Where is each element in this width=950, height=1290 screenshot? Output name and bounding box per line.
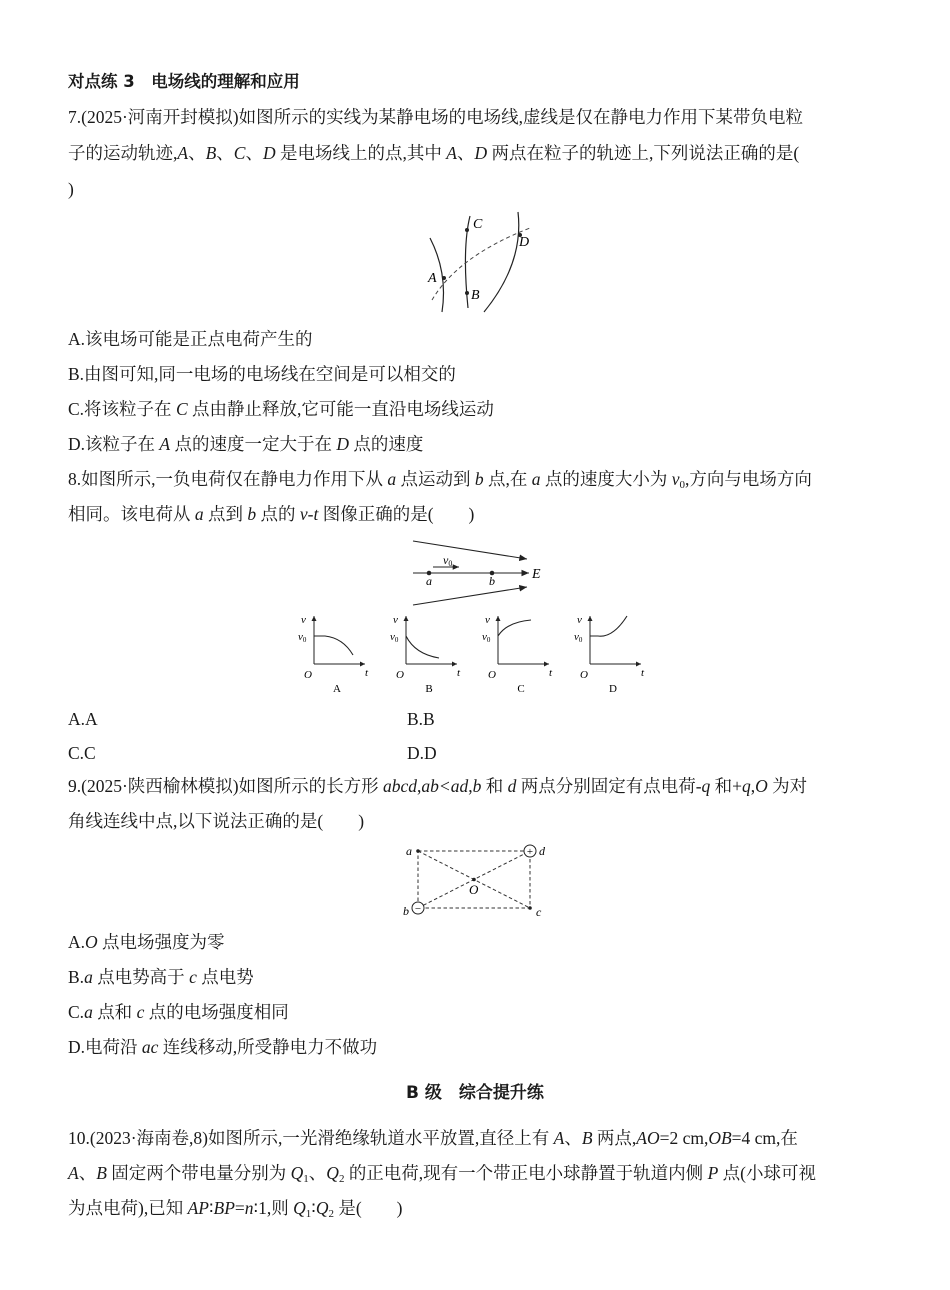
q8-option-c-text: C.C	[68, 743, 96, 763]
vt-curve	[498, 620, 531, 636]
label-v0: v0	[443, 553, 453, 568]
axis-t-label: t	[549, 667, 553, 679]
q9-text: ,	[750, 776, 756, 796]
q8-field-figure	[405, 535, 555, 607]
trajectory-dashed	[432, 228, 530, 300]
label-D: D	[519, 235, 530, 250]
q7-option-d-text: D.该粒子在	[68, 434, 160, 454]
q10-var: A	[553, 1128, 565, 1148]
graph-caption: D	[609, 683, 617, 695]
q8-var: b	[474, 469, 484, 489]
label-C: C	[473, 217, 483, 232]
q10-var: n	[244, 1198, 254, 1218]
q9-option-a-text: A.	[68, 932, 86, 952]
q9-option-c-text: 点和	[92, 1002, 137, 1022]
q8-text: 点到	[203, 504, 248, 524]
axis-v-label: v	[577, 614, 582, 626]
q9-var: O	[755, 776, 768, 796]
q10-text: 、	[564, 1128, 582, 1148]
q10-text: 、	[308, 1163, 327, 1183]
q9-text: ,	[468, 776, 473, 796]
q10-subscript: 1	[305, 1208, 312, 1220]
q10-text: 的正电荷,现有一个带正电小球静置于轨道内侧	[344, 1163, 708, 1183]
label-a: a	[426, 574, 432, 588]
axis-v-label: v	[485, 614, 490, 626]
q9-text: 两点分别固定有点电荷-	[516, 776, 702, 796]
q7-text: 两点在粒子的轨迹上,下列说法正确的是(	[487, 143, 800, 163]
q10-text: ∶	[311, 1198, 316, 1218]
point-c-dot	[528, 906, 532, 910]
q7-stem-line-3	[68, 177, 888, 201]
q7-var: C	[175, 399, 188, 419]
q9-var: q	[701, 776, 711, 796]
label-c: c	[536, 905, 542, 919]
q7-text: 、	[216, 143, 234, 163]
q10-var: B	[96, 1163, 107, 1183]
q7-option-c-text: C.将该粒子在	[68, 399, 176, 419]
q9-stem-line-2	[68, 809, 888, 833]
q9-option-d-text: 连线移动,所受静电力不做功	[158, 1037, 378, 1057]
q10-stem-line-2	[68, 1161, 888, 1185]
q7-text: 、	[188, 143, 206, 163]
graph-d	[574, 614, 645, 695]
label-A: A	[428, 271, 437, 286]
q9-var: b	[472, 776, 482, 796]
q7-option-c[interactable]	[68, 397, 888, 421]
q10-text: ∶	[253, 1198, 259, 1218]
q8-vt-graphs	[295, 612, 655, 698]
graph-c	[482, 614, 553, 695]
q10-text: =	[234, 1198, 245, 1218]
label-b: b	[403, 904, 409, 918]
graph-caption: A	[333, 683, 341, 695]
q7-text: 、	[245, 143, 263, 163]
q8-option-b[interactable]	[407, 707, 435, 731]
q10-var: OB	[708, 1128, 732, 1148]
label-b: b	[489, 574, 495, 588]
q9-option-b-text: 点电势	[196, 967, 254, 987]
q7-var: C	[233, 143, 246, 163]
q9-option-b-text: B.	[68, 967, 85, 987]
q8-text: 点的速度大小为	[540, 469, 672, 489]
level-b-heading	[0, 1081, 950, 1105]
q9-rectangle-figure	[400, 840, 550, 922]
q9-var: q	[742, 776, 751, 796]
label-O: O	[469, 882, 479, 897]
q10-var: Q	[315, 1198, 329, 1218]
q9-option-b-text: 点电势高于	[92, 967, 190, 987]
q8-option-b-text: B.B	[407, 709, 435, 729]
q9-var: ac	[141, 1037, 159, 1057]
section-heading-text: 对点练 3 电场线的理解和应用	[68, 72, 300, 91]
axis-v-label: v	[393, 614, 398, 626]
q10-text: 为点电荷),已知	[68, 1198, 188, 1218]
q8-option-a-text: A.A	[68, 709, 98, 729]
point-O-dot	[472, 878, 476, 882]
q9-var: O	[85, 932, 98, 952]
q9-var: abcd	[382, 776, 418, 796]
q9-option-a-text: 点电场强度为零	[97, 932, 225, 952]
q10-var: Q	[290, 1163, 304, 1183]
q10-subscript: 2	[338, 1173, 345, 1185]
q7-var: D	[336, 434, 349, 454]
field-line-top	[413, 541, 527, 559]
q10-var: BP	[213, 1198, 235, 1218]
q10-var: Q	[293, 1198, 306, 1218]
q10-text: =2 cm,	[659, 1128, 709, 1148]
q8-option-c[interactable]	[68, 741, 96, 765]
axis-t-label: t	[365, 667, 369, 679]
q7-option-a-text: A.该电场可能是正点电荷产生的	[68, 329, 313, 349]
q8-subscript: 0	[679, 479, 686, 491]
vt-curve	[314, 636, 353, 655]
q7-option-d-text: 点的速度	[348, 434, 424, 454]
q8-var: a	[194, 504, 204, 524]
origin-label: O	[396, 669, 404, 681]
q10-text: =4 cm,在	[731, 1128, 798, 1148]
q10-var: AO	[636, 1128, 660, 1148]
v0-label: v0	[390, 631, 399, 644]
label-B: B	[471, 288, 480, 303]
q9-option-d-text: D.电荷沿	[68, 1037, 142, 1057]
q8-stem-line-2	[68, 502, 888, 526]
q10-var: A	[68, 1163, 79, 1183]
label-d: d	[539, 844, 545, 858]
q9-text: 和+	[710, 776, 743, 796]
graph-b	[390, 614, 461, 695]
q7-text: 是电场线上的点,其中	[275, 143, 447, 163]
q9-text: 和	[481, 776, 508, 796]
origin-label: O	[304, 669, 312, 681]
label-E: E	[532, 567, 541, 582]
origin-label: O	[488, 669, 496, 681]
q7-var: B	[205, 143, 217, 163]
q7-option-c-text: 点由静止释放,它可能一直沿电场线运动	[187, 399, 494, 419]
q8-var: a	[387, 469, 397, 489]
q8-text: 相同。该电荷从	[68, 504, 195, 524]
q8-text: 8.如图所示,一负电荷仅在静电力作用下从	[68, 469, 388, 489]
q9-option-d[interactable]	[68, 1035, 888, 1059]
q10-var: B	[581, 1128, 593, 1148]
q9-text: 为对	[767, 776, 808, 796]
q8-var: a	[531, 469, 541, 489]
v0-label: v0	[298, 631, 307, 644]
point-a-dot	[416, 849, 420, 853]
q7-field-lines-figure	[418, 208, 548, 318]
q9-var: a	[84, 967, 93, 987]
q9-var: c	[189, 967, 197, 987]
point-C-dot	[465, 228, 469, 232]
q10-stem-line-3	[68, 1196, 888, 1220]
q9-text: ,	[417, 776, 422, 796]
q8-option-d-text: D.D	[407, 743, 437, 763]
section-heading	[68, 70, 888, 94]
q9-stem-line-1	[68, 774, 888, 798]
plus-sign: +	[526, 846, 534, 858]
q10-text: ∶	[208, 1198, 214, 1218]
q8-text: 点,在	[483, 469, 532, 489]
vt-curve	[590, 616, 627, 636]
q10-text: 点(小球可视	[718, 1163, 816, 1183]
q10-text: 10.(2023·海南卷,8)如图所示,一光滑绝缘轨道水平放置,直径上有	[68, 1128, 554, 1148]
q7-option-a[interactable]	[68, 327, 888, 351]
q10-subscript: 2	[328, 1208, 334, 1220]
q8-var: v-t	[299, 504, 319, 524]
q8-text: 点的	[256, 504, 300, 524]
v0-label: v0	[574, 631, 583, 644]
axis-v-label: v	[301, 614, 306, 626]
level-b-title: B 级 综合提升练	[406, 1083, 544, 1103]
v0-label: v0	[482, 631, 491, 644]
q7-text: )	[68, 179, 74, 199]
q10-text: 1,则	[258, 1198, 294, 1218]
q10-var: AP	[187, 1198, 209, 1218]
q7-var: A	[446, 143, 457, 163]
q8-var: v	[671, 469, 680, 489]
graph-a	[298, 614, 369, 695]
origin-label: O	[580, 669, 588, 681]
q7-var: A	[159, 434, 171, 454]
q7-var: D	[474, 143, 488, 163]
q10-stem-line-1	[68, 1126, 888, 1150]
q7-stem-line-2	[68, 141, 888, 165]
q10-text: 固定两个带电量分别为	[106, 1163, 291, 1183]
point-A-dot	[442, 276, 446, 280]
q8-option-d[interactable]	[407, 741, 437, 765]
q8-text: ,方向与电场方向	[685, 469, 812, 489]
q9-var: d	[507, 776, 517, 796]
q9-var: a	[84, 1002, 93, 1022]
q7-option-b[interactable]	[68, 362, 888, 386]
q10-text: 、	[78, 1163, 97, 1183]
q7-text: 7.(2025·河南开封模拟)如图所示的实线为某静电场的电场线,虚线是仅在静电力作用下某带负电粒	[68, 107, 803, 127]
field-line-bottom	[413, 587, 527, 605]
q9-option-c[interactable]	[68, 1000, 888, 1024]
q10-text: 是( )	[333, 1198, 403, 1218]
q9-option-c-text: 点的电场强度相同	[144, 1002, 289, 1022]
q10-var: Q	[326, 1163, 339, 1183]
q7-stem-line-1	[68, 105, 888, 129]
axis-t-label: t	[641, 667, 645, 679]
axis-t-label: t	[457, 667, 461, 679]
vt-curve	[406, 636, 439, 658]
q9-var: ab<ad	[421, 776, 469, 796]
q8-stem-line-1	[68, 467, 888, 491]
q7-option-d-text: 点的速度一定大于在	[170, 434, 337, 454]
q7-option-d[interactable]	[68, 432, 888, 456]
minus-sign: −	[414, 903, 422, 915]
q8-var: b	[247, 504, 257, 524]
q8-text: 点运动到	[396, 469, 475, 489]
q9-text: 9.(2025·陕西榆林模拟)如图所示的长方形	[68, 776, 383, 796]
q7-text: 、	[456, 143, 475, 163]
q7-text: 子的运动轨迹,	[68, 143, 178, 163]
q9-option-a[interactable]	[68, 930, 888, 954]
q9-option-c-text: C.	[68, 1002, 85, 1022]
q8-text: 图像正确的是( )	[318, 504, 475, 524]
q7-var: A	[177, 143, 189, 163]
label-a: a	[406, 844, 412, 858]
point-B-dot	[465, 291, 469, 295]
q9-option-b[interactable]	[68, 965, 888, 989]
field-line-right	[484, 212, 519, 312]
q9-var: c	[136, 1002, 145, 1022]
q7-option-b-text: B.由图可知,同一电场的电场线在空间是可以相交的	[68, 364, 456, 384]
q9-text: 角线连线中点,以下说法正确的是( )	[68, 811, 365, 831]
q10-text: 两点,	[592, 1128, 637, 1148]
graph-caption: B	[425, 683, 433, 695]
q10-var: P	[707, 1163, 719, 1183]
q8-option-a[interactable]	[68, 707, 98, 731]
graph-caption: C	[517, 683, 525, 695]
q7-var: D	[262, 143, 276, 163]
q10-subscript: 1	[303, 1173, 309, 1185]
